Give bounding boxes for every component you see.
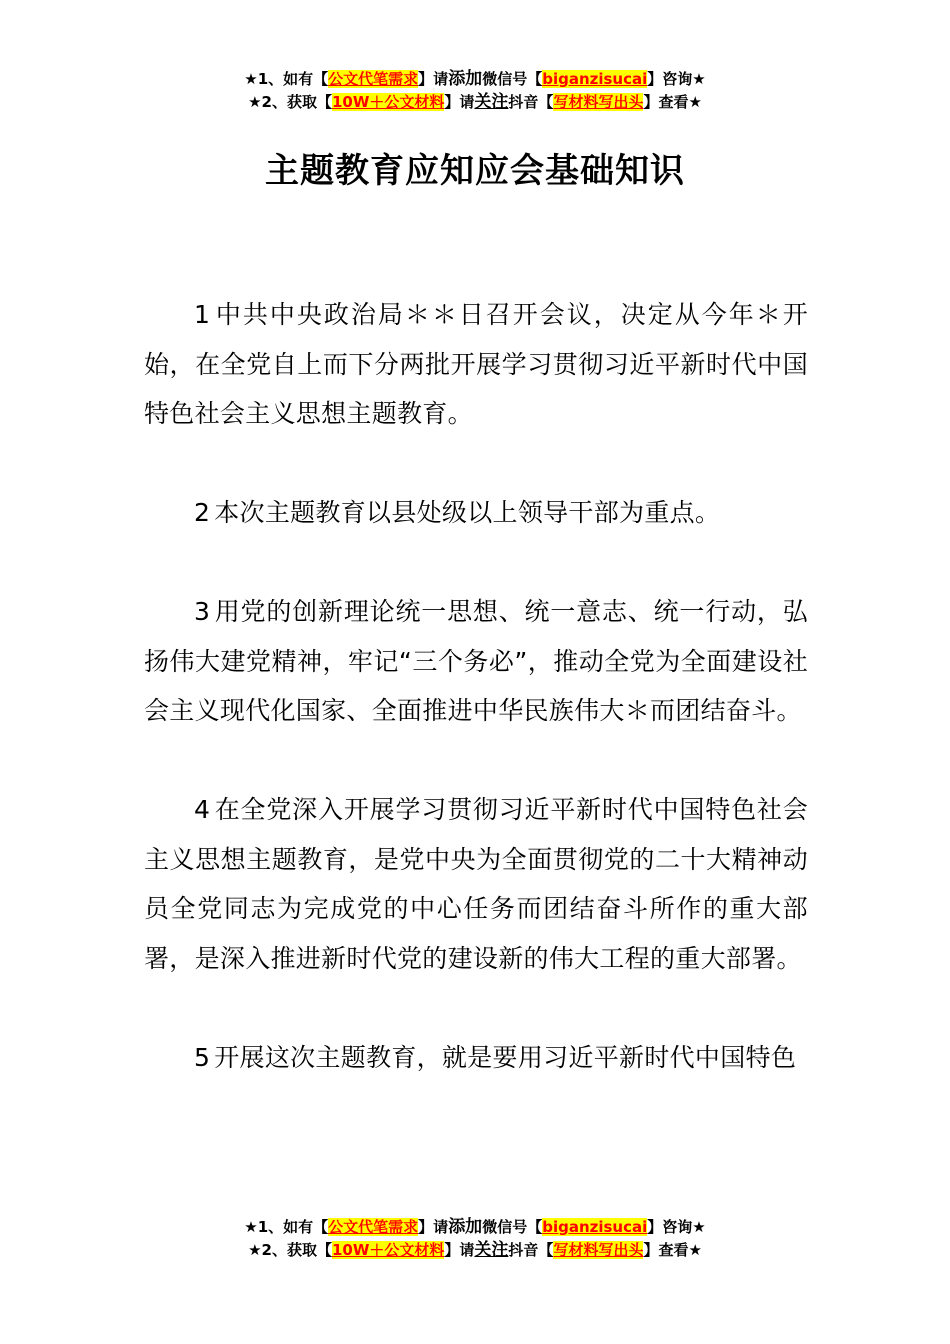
- footer-banner: [0, 1216, 950, 1262]
- banner-highlight: 写材料写出头: [553, 1241, 644, 1259]
- banner-highlight: 公文代笔需求: [328, 1218, 419, 1236]
- paragraph: 3 用党的创新理论统一思想、统一意志、统一行动，弘扬伟大建党精神，牢记“三个务必”，推动全党为全面建设社会主义现代化国家、全面推进中华民族伟大＊而团结奋斗。: [144, 597, 808, 725]
- banner-line-2: ★2、获取【10W＋公文材料】请关注抖音【写材料写出头】查看★: [248, 92, 702, 112]
- banner-highlight: biganzisucai: [542, 70, 648, 88]
- paragraph: 1 中共中央政治局＊＊日召开会议，决定从今年＊开始，在全党自上而下分两批开展学习贯彻习近平新时代中国特色社会主义思想主题教育。: [144, 300, 808, 428]
- paragraph: 2 本次主题教育以县处级以上领导干部为重点。: [194, 498, 721, 527]
- document-title: 主题教育应知应会基础知识: [265, 151, 685, 191]
- banner-line-2: ★2、获取【10W＋公文材料】请关注抖音【写材料写出头】查看★: [248, 1240, 702, 1260]
- banner-highlight: 10W＋公文材料: [331, 1241, 445, 1259]
- paragraph: 4 在全党深入开展学习贯彻习近平新时代中国特色社会主义思想主题教育，是党中央为全面贯彻党的二十大精神动员全党同志为完成党的中心任务而团结奋斗所作的重大部署，是深入推进新时代党的建设新的伟大工程的重大部署。: [144, 795, 808, 973]
- banner-highlight: 写材料写出头: [553, 93, 644, 111]
- banner-line-1: ★1、如有【公文代笔需求】请添加微信号【biganzisucai】咨询★: [244, 69, 706, 89]
- paragraph: 5 开展这次主题教育，就是要用习近平新时代中国特色: [194, 1042, 797, 1072]
- banner-highlight: biganzisucai: [542, 1218, 648, 1236]
- banner-line-1: ★1、如有【公文代笔需求】请添加微信号【biganzisucai】咨询★: [244, 1217, 706, 1237]
- header-banner: [0, 68, 950, 114]
- banner-highlight: 10W＋公文材料: [331, 93, 445, 111]
- document-body: [144, 290, 808, 1132]
- banner-highlight: 公文代笔需求: [328, 70, 419, 88]
